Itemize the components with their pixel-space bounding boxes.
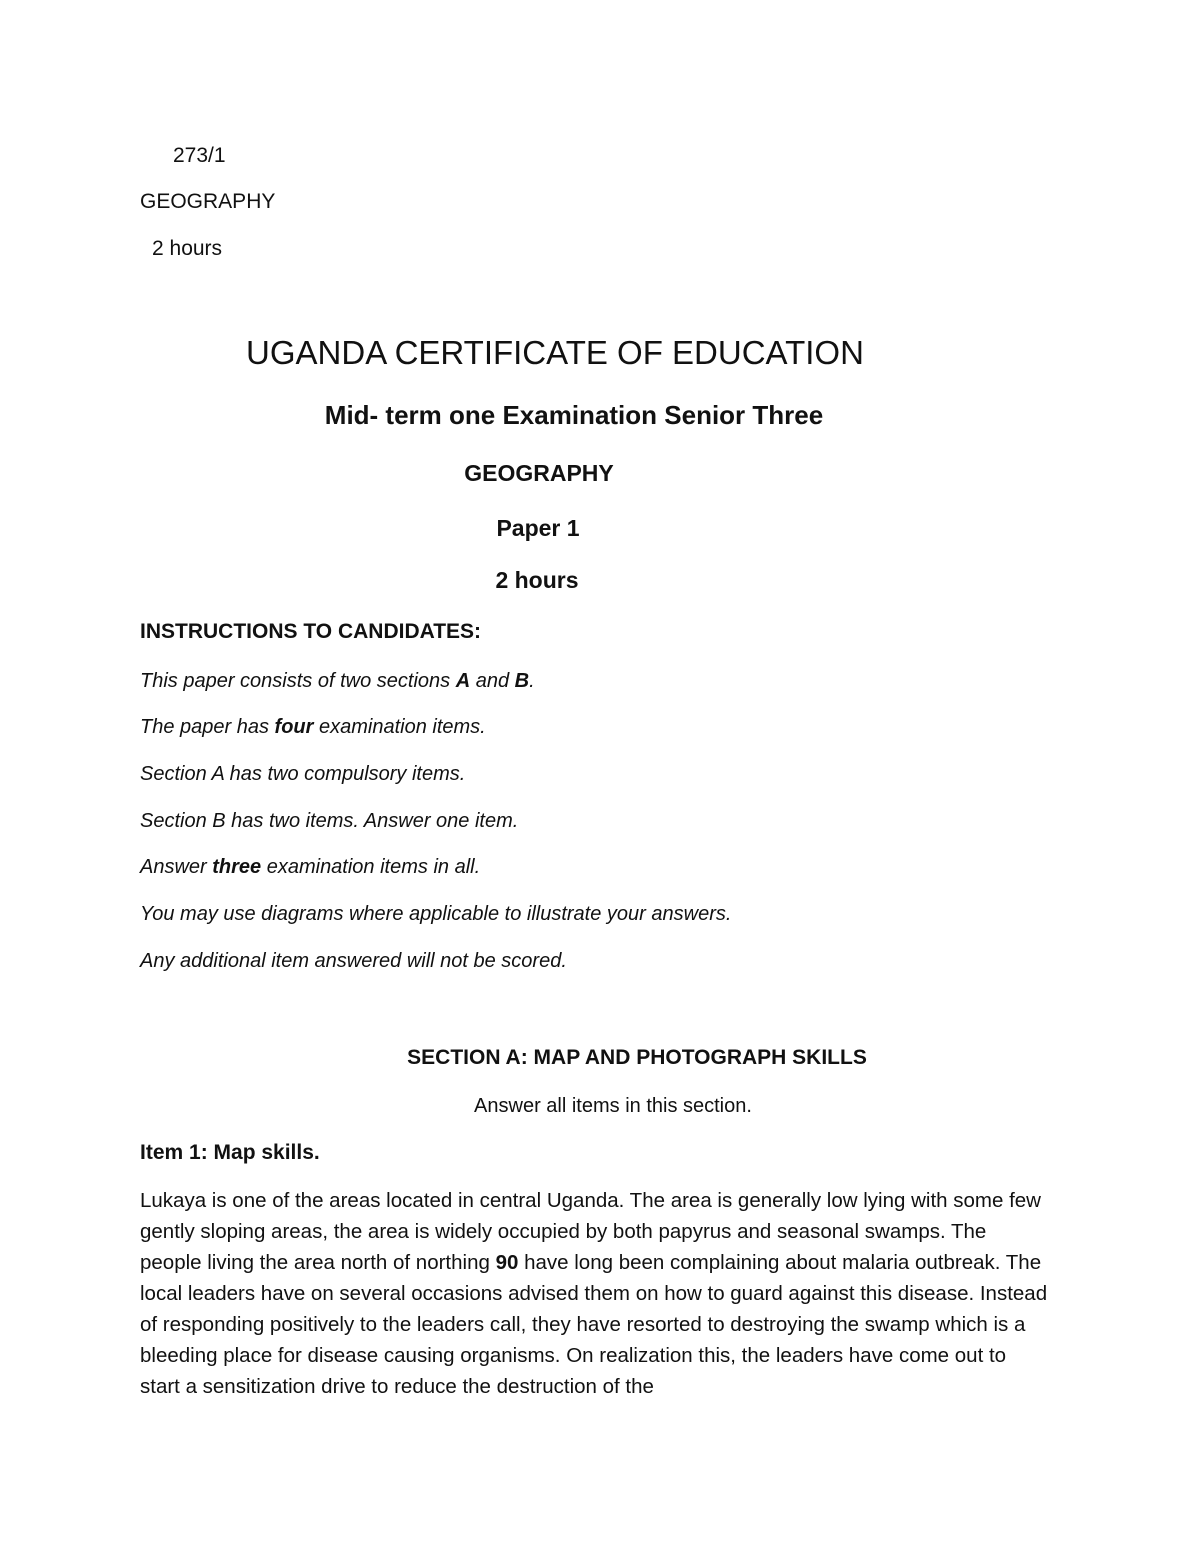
exam-name: Mid- term one Examination Senior Three bbox=[324, 400, 824, 430]
paper-number: Paper 1 bbox=[496, 515, 580, 541]
page-title: UGANDA CERTIFICATE OF EDUCATION bbox=[246, 334, 864, 371]
header-duration: 2 hours bbox=[152, 237, 223, 260]
title-duration: 2 hours bbox=[495, 567, 579, 593]
instruction-line-7: Any additional item answered will not be scored. bbox=[140, 950, 567, 972]
section-a-heading: SECTION A: MAP AND PHOTOGRAPH SKILLS bbox=[407, 1046, 867, 1069]
header-subject: GEOGRAPHY bbox=[140, 190, 276, 213]
instruction-line-5: Answer three examination items in all. bbox=[140, 856, 481, 878]
title-subject: GEOGRAPHY bbox=[464, 460, 614, 486]
item-1-paragraph: Lukaya is one of the areas located in central Uganda. The area is generally low lying with some few gently sloping areas, the area is widely occupied by both papyrus and seasonal swamps. The people living the area north of northing 90 have long been complaining about malaria outbreak. The local leaders have on several occasions advised them on how to guard against this disease. Instead of responding positively to the leaders call, they have resorted to destroying the swamp which is a bleeding place for disease causing organisms. On realization this, the leaders have come out to start a sensitization drive to reduce the destruction of the bbox=[140, 1189, 1048, 1398]
paper-code: 273/1 bbox=[173, 144, 226, 167]
instruction-line-4: Section B has two items. Answer one item. bbox=[140, 810, 519, 832]
instruction-line-2: The paper has four examination items. bbox=[140, 716, 486, 738]
instruction-line-6: You may use diagrams where applicable to illustrate your answers. bbox=[140, 903, 732, 925]
instruction-line-1: This paper consists of two sections A and B. bbox=[140, 670, 535, 692]
item-1-heading: Item 1: Map skills. bbox=[140, 1141, 320, 1164]
instruction-line-3: Section A has two compulsory items. bbox=[140, 763, 466, 785]
instructions-heading: INSTRUCTIONS TO CANDIDATES: bbox=[140, 620, 482, 643]
section-a-note: Answer all items in this section. bbox=[474, 1095, 752, 1117]
